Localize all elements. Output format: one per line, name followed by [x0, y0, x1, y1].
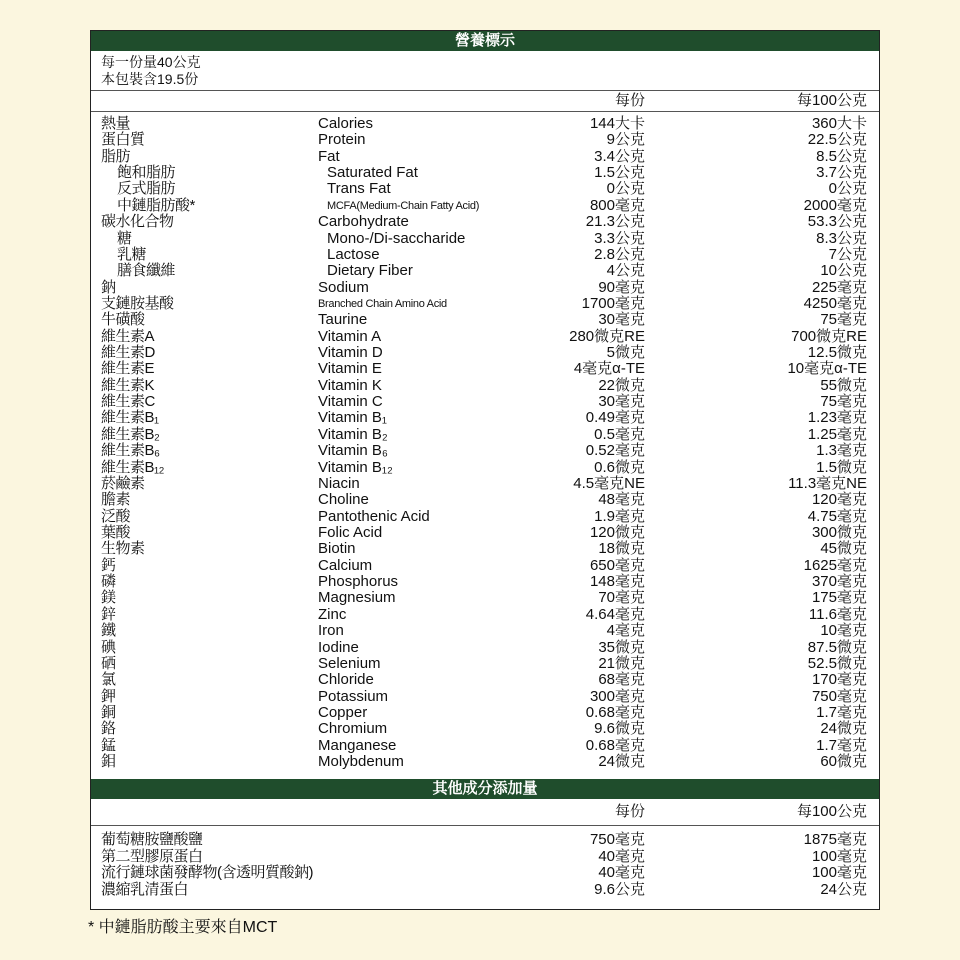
- nutrient-row: [91, 525, 879, 541]
- value-per-serving: 9.6公克: [594, 880, 645, 898]
- nutrient-name-zh: 鉬: [101, 753, 116, 771]
- value-per-100g: 1.3毫克: [816, 442, 867, 460]
- nutrient-name-zh: 維生素B₂: [101, 425, 160, 443]
- nutrient-name-en: Sodium: [318, 278, 369, 296]
- nutrient-name-zh: 牛磺酸: [101, 311, 145, 329]
- nutrient-table: [91, 116, 879, 770]
- nutrient-row: [91, 116, 879, 132]
- nutrient-name-en: Mono-/Di-saccharide: [327, 229, 466, 247]
- value-per-100g: 10公克: [820, 262, 867, 280]
- nutrient-row: [91, 574, 879, 590]
- value-per-serving: 48毫克: [598, 491, 645, 509]
- value-per-100g: 8.3公克: [816, 229, 867, 247]
- value-per-100g: 75毫克: [820, 393, 867, 411]
- nutrient-name-zh: 維生素B₆: [101, 442, 160, 460]
- value-per-100g: 8.5公克: [816, 147, 867, 165]
- value-per-serving: 0.52毫克: [585, 442, 645, 460]
- nutrient-name-zh: 蛋白質: [101, 131, 145, 149]
- nutrient-name-zh: 鈣: [101, 556, 116, 574]
- nutrient-name-zh: 維生素K: [101, 376, 155, 394]
- nutrient-name-en: Potassium: [318, 687, 389, 705]
- nutrient-name-zh: 鉀: [101, 687, 116, 705]
- value-per-serving: 144大卡: [589, 115, 645, 132]
- nutrient-name-zh: 飽和脂肪: [117, 164, 176, 182]
- nutrient-name-zh: 磷: [101, 573, 116, 591]
- value-per-serving: 30毫克: [598, 393, 645, 411]
- serving-size: 每一份量40公克: [101, 54, 201, 70]
- nutrient-row: [91, 410, 879, 426]
- nutrient-row: [91, 705, 879, 721]
- value-per-100g: 0公克: [828, 180, 867, 198]
- ingredient-name: 第二型膠原蛋白: [101, 847, 203, 865]
- nutrient-row: [91, 345, 879, 361]
- nutrient-name-zh: 葉酸: [101, 523, 131, 541]
- value-per-100g: 360大卡: [811, 115, 867, 132]
- value-per-100g: 7公克: [828, 245, 867, 263]
- nutrient-row: [91, 296, 879, 312]
- nutrient-row: [91, 689, 879, 705]
- value-per-100g: 4.75毫克: [807, 507, 867, 525]
- value-per-serving: 1.9毫克: [594, 507, 645, 525]
- nutrient-row: [91, 443, 879, 459]
- nutrient-name-zh: 維生素C: [101, 393, 155, 411]
- value-per-serving: 4毫克: [606, 622, 645, 640]
- nutrient-row: [91, 378, 879, 394]
- nutrient-name-en: Chromium: [318, 720, 388, 738]
- value-per-serving: 800毫克: [589, 196, 645, 214]
- value-per-serving: 300毫克: [589, 687, 645, 705]
- other-col-per-serving: 每份: [614, 803, 645, 820]
- nutrient-name-en: Protein: [318, 131, 366, 149]
- nutrient-row: [91, 280, 879, 296]
- nutrient-row: [91, 247, 879, 263]
- nutrient-row: [91, 361, 879, 377]
- nutrient-name-en: Choline: [318, 491, 369, 509]
- value-per-100g: 1.7毫克: [816, 736, 867, 754]
- value-per-serving: 0.68毫克: [585, 703, 645, 721]
- value-per-serving: 70毫克: [598, 589, 645, 607]
- other-ingredients-title: 其他成分添加量: [91, 779, 879, 799]
- nutrient-name-en: MCFA(Medium-Chain Fatty Acid): [327, 199, 480, 212]
- nutrient-name-en: Niacin: [318, 474, 360, 492]
- value-per-100g: 45微克: [820, 540, 867, 558]
- nutrient-name-zh: 支鏈胺基酸: [101, 294, 174, 312]
- nutrient-row: [91, 640, 879, 656]
- nutrient-row: [91, 558, 879, 574]
- nutrient-name-en: Calcium: [318, 556, 373, 574]
- nutrient-name-zh: 糖: [117, 229, 132, 247]
- nutrient-name-en: Vitamin B₁: [318, 409, 387, 427]
- value-per-serving: 9.6微克: [594, 720, 645, 738]
- nutrient-name-zh: 碳水化合物: [101, 213, 174, 231]
- nutrient-name-en: Vitamin K: [318, 376, 382, 394]
- nutrient-row: [91, 329, 879, 345]
- value-per-serving: 4公克: [606, 262, 645, 280]
- value-per-serving: 4毫克α-TE: [573, 360, 645, 378]
- value-per-serving: 22微克: [598, 376, 645, 394]
- value-per-100g: 2000毫克: [803, 196, 867, 214]
- value-per-100g: 10毫克: [820, 622, 867, 640]
- value-per-serving: 4.64毫克: [585, 605, 645, 623]
- nutrient-row: [91, 721, 879, 737]
- nutrient-row: [91, 214, 879, 230]
- nutrient-name-en: Trans Fat: [327, 180, 391, 198]
- nutrient-row: [91, 460, 879, 476]
- nutrient-name-en: Molybdenum: [318, 753, 404, 771]
- nutrient-row: [91, 492, 879, 508]
- nutrient-name-zh: 脂肪: [101, 147, 131, 165]
- value-per-100g: 55微克: [820, 376, 867, 394]
- nutrient-name-zh: 乳糖: [117, 245, 147, 263]
- nutrient-name-en: Vitamin C: [318, 393, 383, 411]
- value-per-serving: 21微克: [598, 654, 645, 672]
- nutrient-name-zh: 泛酸: [101, 507, 131, 525]
- value-per-100g: 4250毫克: [803, 294, 867, 312]
- nutrient-name-zh: 膳食纖維: [117, 262, 176, 280]
- nutrient-name-en: Chloride: [318, 671, 374, 689]
- nutrient-row: [91, 476, 879, 492]
- ingredient-name: 濃縮乳清蛋白: [101, 880, 189, 898]
- value-per-100g: 10毫克α-TE: [787, 360, 867, 378]
- nutrient-name-en: Zinc: [318, 605, 347, 623]
- nutrient-name-zh: 銅: [101, 703, 116, 721]
- nutrient-name-zh: 錳: [101, 736, 116, 754]
- value-per-serving: 9公克: [606, 131, 645, 149]
- nutrient-name-en: Magnesium: [318, 589, 396, 607]
- value-per-100g: 750毫克: [811, 687, 867, 705]
- divider: [91, 90, 879, 91]
- nutrient-row: [91, 394, 879, 410]
- ingredient-row: [91, 882, 879, 899]
- nutrient-row: [91, 427, 879, 443]
- nutrient-row: [91, 541, 879, 557]
- value-per-100g: 1.7毫克: [816, 703, 867, 721]
- value-per-serving: 280微克RE: [569, 327, 645, 345]
- ingredient-name: 葡萄糖胺鹽酸鹽: [101, 831, 203, 848]
- nutrition-label-panel: [90, 30, 880, 910]
- ingredient-row: [91, 865, 879, 882]
- value-per-100g: 700微克RE: [791, 327, 867, 345]
- nutrient-name-zh: 鈉: [101, 278, 116, 296]
- nutrient-row: [91, 312, 879, 328]
- nutrient-name-zh: 維生素A: [101, 327, 155, 345]
- value-per-serving: 5微克: [606, 344, 645, 362]
- nutrient-name-zh: 鎂: [101, 589, 116, 607]
- nutrient-name-zh: 維生素B₁: [101, 409, 159, 427]
- nutrient-name-zh: 碘: [101, 638, 116, 656]
- nutrient-name-en: Biotin: [318, 540, 356, 558]
- value-per-serving: 0.68毫克: [585, 736, 645, 754]
- nutrient-name-en: Manganese: [318, 736, 397, 754]
- value-per-serving: 0.49毫克: [585, 409, 645, 427]
- divider: [91, 111, 879, 112]
- nutrient-name-en: Vitamin B₆: [318, 442, 388, 460]
- nutrient-row: [91, 623, 879, 639]
- value-per-100g: 100毫克: [811, 847, 867, 865]
- nutrient-row: [91, 231, 879, 247]
- nutrient-row: [91, 181, 879, 197]
- value-per-100g: 12.5微克: [807, 344, 867, 362]
- value-per-serving: 1700毫克: [581, 294, 645, 312]
- value-per-serving: 1.5公克: [594, 164, 645, 182]
- nutrient-name-zh: 熱量: [101, 115, 131, 132]
- value-per-100g: 370毫克: [811, 573, 867, 591]
- value-per-100g: 3.7公克: [816, 164, 867, 182]
- value-per-serving: 40毫克: [598, 864, 645, 881]
- value-per-serving: 90毫克: [598, 278, 645, 296]
- value-per-100g: 175毫克: [811, 589, 867, 607]
- nutrient-row: [91, 509, 879, 525]
- value-per-100g: 1625毫克: [803, 556, 867, 574]
- divider: [91, 825, 879, 826]
- col-per-serving: 每份: [614, 92, 645, 109]
- value-per-100g: 300微克: [811, 523, 867, 541]
- nutrient-row: [91, 672, 879, 688]
- nutrient-name-en: Carbohydrate: [318, 213, 409, 231]
- other-ingredients-table: [91, 832, 879, 898]
- value-per-100g: 75毫克: [820, 311, 867, 329]
- ingredient-row: [91, 849, 879, 866]
- value-per-100g: 52.5微克: [807, 654, 867, 672]
- nutrient-name-en: Selenium: [318, 654, 381, 672]
- nutrient-name-zh: 維生素B₁₂: [101, 458, 164, 476]
- nutrient-row: [91, 263, 879, 279]
- nutrient-row: [91, 754, 879, 770]
- nutrient-name-en: Taurine: [318, 311, 368, 329]
- value-per-100g: 24公克: [820, 880, 867, 898]
- value-per-100g: 11.3毫克NE: [788, 474, 867, 492]
- nutrition-title: 營養標示: [91, 31, 879, 51]
- nutrient-name-en: Calories: [318, 115, 374, 132]
- value-per-100g: 1.23毫克: [807, 409, 867, 427]
- value-per-serving: 120微克: [589, 523, 645, 541]
- ingredient-name: 流行鏈球菌發酵物(含透明質酸鈉): [101, 864, 313, 881]
- value-per-serving: 650毫克: [589, 556, 645, 574]
- nutrient-name-en: Vitamin B₁₂: [318, 458, 393, 476]
- nutrient-name-en: Fat: [318, 147, 340, 165]
- nutrient-name-en: Vitamin A: [318, 327, 382, 345]
- value-per-serving: 24微克: [598, 753, 645, 771]
- nutrient-name-zh: 鉻: [101, 720, 116, 738]
- nutrient-name-en: Pantothenic Acid: [318, 507, 430, 525]
- value-per-100g: 225毫克: [811, 278, 867, 296]
- nutrient-name-zh: 中鏈脂肪酸*: [117, 196, 195, 214]
- value-per-serving: 18微克: [598, 540, 645, 558]
- nutrient-row: [91, 590, 879, 606]
- nutrient-name-en: Iodine: [318, 638, 359, 656]
- nutrient-name-zh: 膽素: [101, 491, 131, 509]
- value-per-serving: 0.6微克: [594, 458, 645, 476]
- nutrient-name-zh: 維生素D: [101, 344, 155, 362]
- value-per-100g: 120毫克: [811, 491, 867, 509]
- nutrient-name-en: Dietary Fiber: [327, 262, 413, 280]
- nutrient-name-zh: 維生素E: [101, 360, 155, 378]
- nutrient-name-zh: 生物素: [101, 540, 145, 558]
- value-per-100g: 24微克: [820, 720, 867, 738]
- nutrient-name-zh: 菸鹼素: [101, 474, 145, 492]
- value-per-serving: 35微克: [598, 638, 645, 656]
- nutrient-name-en: Iron: [318, 622, 344, 640]
- nutrient-row: [91, 738, 879, 754]
- nutrient-name-en: Lactose: [327, 245, 380, 263]
- value-per-serving: 30毫克: [598, 311, 645, 329]
- ingredient-row: [91, 832, 879, 849]
- nutrient-name-zh: 硒: [101, 654, 116, 672]
- other-col-per-100g: 每100公克: [796, 803, 867, 820]
- nutrient-name-zh: 氯: [101, 671, 116, 689]
- value-per-serving: 0.5毫克: [594, 425, 645, 443]
- value-per-serving: 0公克: [606, 180, 645, 198]
- value-per-100g: 100毫克: [811, 864, 867, 881]
- nutrient-name-en: Branched Chain Amino Acid: [318, 297, 447, 310]
- footnote: * 中鏈脂肪酸主要來自MCT: [88, 919, 278, 936]
- nutrient-name-en: Folic Acid: [318, 523, 383, 541]
- nutrient-name-zh: 反式脂肪: [117, 180, 176, 198]
- value-per-serving: 4.5毫克NE: [573, 474, 645, 492]
- value-per-serving: 3.4公克: [594, 147, 645, 165]
- value-per-serving: 750毫克: [589, 831, 645, 848]
- col-per-100g: 每100公克: [796, 92, 867, 109]
- value-per-serving: 68毫克: [598, 671, 645, 689]
- value-per-100g: 1.5微克: [816, 458, 867, 476]
- nutrient-name-en: Phosphorus: [318, 573, 399, 591]
- value-per-serving: 21.3公克: [585, 213, 645, 231]
- value-per-100g: 87.5微克: [807, 638, 867, 656]
- servings-per-pack: 本包裝含19.5份: [101, 71, 199, 87]
- nutrient-row: [91, 132, 879, 148]
- value-per-100g: 60微克: [820, 753, 867, 771]
- value-per-100g: 11.6毫克: [808, 605, 867, 623]
- value-per-serving: 2.8公克: [594, 245, 645, 263]
- nutrient-row: [91, 198, 879, 214]
- nutrient-name-en: Saturated Fat: [327, 164, 418, 182]
- value-per-serving: 3.3公克: [594, 229, 645, 247]
- nutrient-name-en: Vitamin B₂: [318, 425, 388, 443]
- nutrient-name-zh: 鋅: [101, 605, 116, 623]
- nutrient-name-zh: 鐵: [101, 622, 116, 640]
- value-per-serving: 40毫克: [598, 847, 645, 865]
- nutrient-name-en: Copper: [318, 703, 368, 721]
- nutrient-row: [91, 165, 879, 181]
- nutrient-row: [91, 656, 879, 672]
- nutrient-row: [91, 607, 879, 623]
- value-per-100g: 1875毫克: [803, 831, 867, 848]
- nutrient-name-en: Vitamin D: [318, 344, 383, 362]
- value-per-100g: 53.3公克: [807, 213, 867, 231]
- nutrient-row: [91, 149, 879, 165]
- value-per-100g: 170毫克: [811, 671, 867, 689]
- value-per-100g: 22.5公克: [807, 131, 867, 149]
- value-per-serving: 148毫克: [589, 573, 645, 591]
- nutrient-name-en: Vitamin E: [318, 360, 382, 378]
- value-per-100g: 1.25毫克: [807, 425, 867, 443]
